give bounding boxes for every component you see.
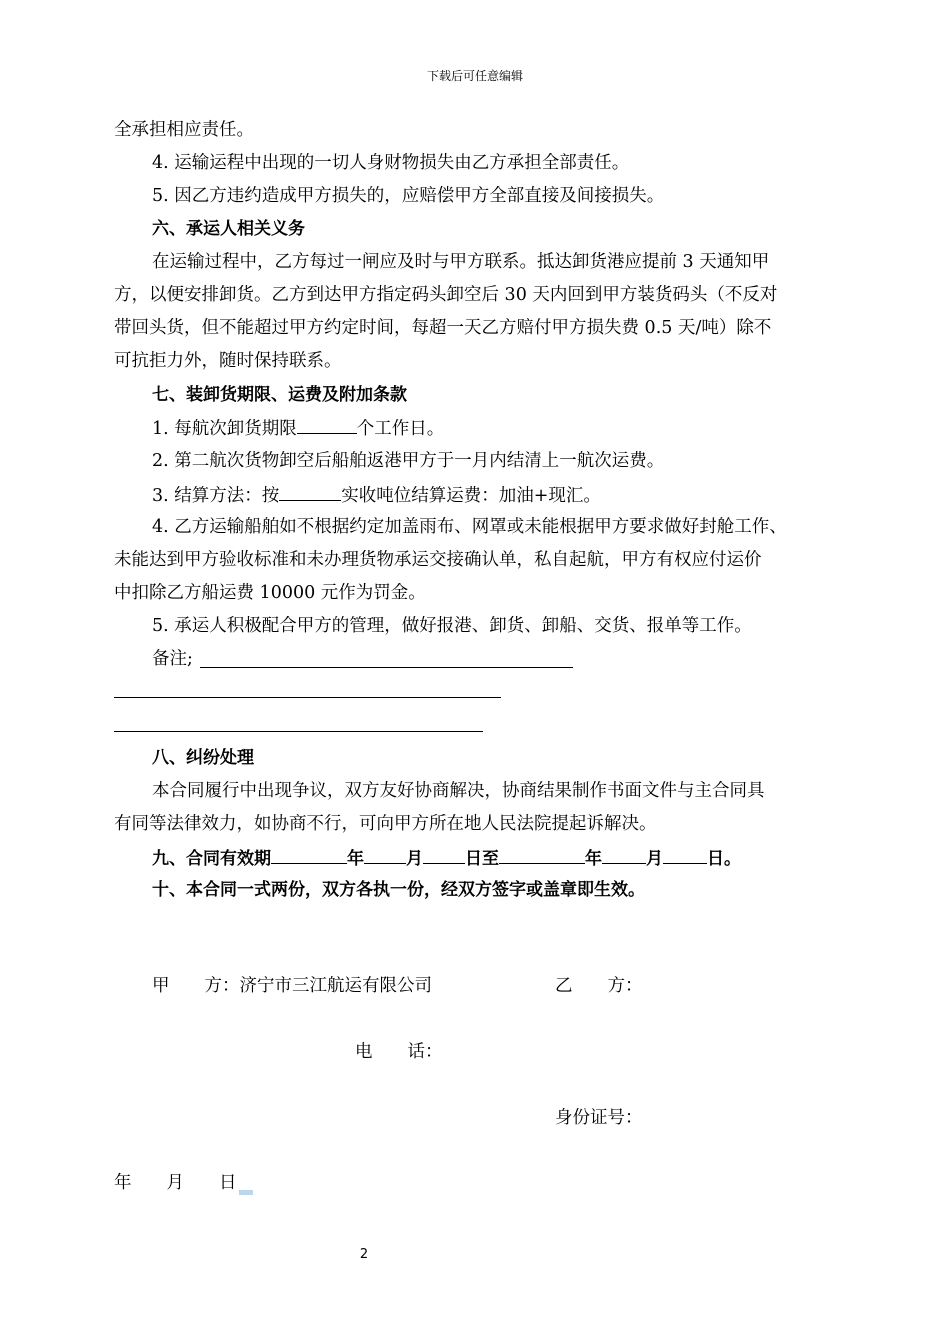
heading-text: 月 bbox=[646, 849, 663, 869]
clause-item-3 bbox=[152, 482, 601, 508]
clause-item-5: 5. 承运人积极配合甲方的管理，做好报港、卸货、卸船、交货、报单等工作。 bbox=[152, 616, 752, 636]
paragraph-line: 本合同履行中出现争议，双方友好协商解决，协商结果制作书面文件与主合同具 bbox=[152, 781, 765, 801]
note-underline[interactable] bbox=[114, 697, 501, 698]
section-heading-6: 六、承运人相关义务 bbox=[152, 219, 305, 239]
fill-blank[interactable] bbox=[663, 845, 707, 864]
heading-text: 月 bbox=[406, 849, 423, 869]
paragraph-line: 方，以便安排卸货。乙方到达甲方指定码头卸空后 30 天内回到甲方装货码头（不反对 bbox=[114, 285, 778, 305]
heading-text: 九、合同有效期 bbox=[152, 849, 271, 869]
heading-text: 年 bbox=[585, 849, 602, 869]
page-header: 下载后可任意编辑 bbox=[426, 69, 523, 83]
note-underline[interactable] bbox=[200, 667, 573, 668]
date-label: 年 月 日 bbox=[114, 1173, 237, 1193]
clause-item-4: 4. 乙方运输船舶如不根据约定加盖雨布、网罩或未能根据甲方要求做好封舱工作、 bbox=[152, 517, 787, 537]
section-heading-7: 七、装卸货期限、运费及附加条款 bbox=[152, 385, 407, 405]
note-label: 备注; bbox=[152, 649, 193, 669]
paragraph-line: 全承担相应责任。 bbox=[114, 120, 254, 140]
fill-blank[interactable] bbox=[423, 845, 465, 864]
clause-text: 实收吨位结算运费：加油+现汇。 bbox=[341, 486, 601, 506]
paragraph-line: 可抗拒力外，随时保持联系。 bbox=[114, 351, 342, 371]
page-number: 2 bbox=[359, 1247, 369, 1262]
fill-blank[interactable] bbox=[364, 845, 406, 864]
clause-item-4: 4. 运输运程中出现的一切人身财物损失由乙方承担全部责任。 bbox=[152, 153, 630, 173]
heading-text: 日至 bbox=[465, 849, 499, 869]
clause-text: 1. 每航次卸货期限 bbox=[152, 419, 297, 439]
party-b-label: 乙 方： bbox=[555, 976, 643, 996]
date-line bbox=[114, 1171, 253, 1195]
phone-label: 电 话： bbox=[355, 1042, 443, 1062]
paragraph-line: 未能达到甲方验收标准和未办理货物承运交接确认单，私自起航，甲方有权应付运价 bbox=[114, 550, 762, 570]
section-heading-10: 十、本合同一式两份，双方各执一份，经双方签字或盖章即生效。 bbox=[152, 880, 645, 900]
clause-text: 3. 结算方法：按 bbox=[152, 486, 280, 506]
fill-blank[interactable] bbox=[499, 845, 585, 864]
heading-text: 年 bbox=[347, 849, 364, 869]
fill-blank[interactable] bbox=[602, 845, 646, 864]
fill-blank[interactable] bbox=[297, 415, 357, 434]
clause-item-2: 2. 第二航次货物卸空后船舶返港甲方于一月内结清上一航次运费。 bbox=[152, 451, 665, 471]
text-cursor-marker bbox=[239, 1190, 253, 1195]
clause-item-1 bbox=[152, 415, 444, 441]
section-heading-9 bbox=[152, 845, 741, 871]
clause-item-5: 5. 因乙方违约造成甲方损失的，应赔偿甲方全部直接及间接损失。 bbox=[152, 186, 665, 206]
clause-text: 个工作日。 bbox=[356, 419, 445, 439]
paragraph-line: 中扣除乙方船运费 10000 元作为罚金。 bbox=[114, 583, 426, 603]
note-underline[interactable] bbox=[114, 731, 483, 732]
fill-blank[interactable] bbox=[279, 482, 341, 501]
fill-blank[interactable] bbox=[271, 845, 347, 864]
heading-text: 日。 bbox=[707, 849, 741, 869]
paragraph-line: 在运输过程中，乙方每过一闸应及时与甲方联系。抵达卸货港应提前 3 天通知甲 bbox=[152, 252, 770, 272]
paragraph-line: 带回头货，但不能超过甲方约定时间，每超一天乙方赔付甲方损失费 0.5 天/吨）除不 bbox=[114, 318, 772, 338]
party-a-label: 甲 方：济宁市三江航运有限公司 bbox=[152, 976, 432, 996]
section-heading-8: 八、纠纷处理 bbox=[152, 748, 254, 768]
paragraph-line: 有同等法律效力，如协商不行，可向甲方所在地人民法院提起诉解决。 bbox=[114, 814, 657, 834]
id-number-label: 身份证号： bbox=[555, 1108, 643, 1128]
